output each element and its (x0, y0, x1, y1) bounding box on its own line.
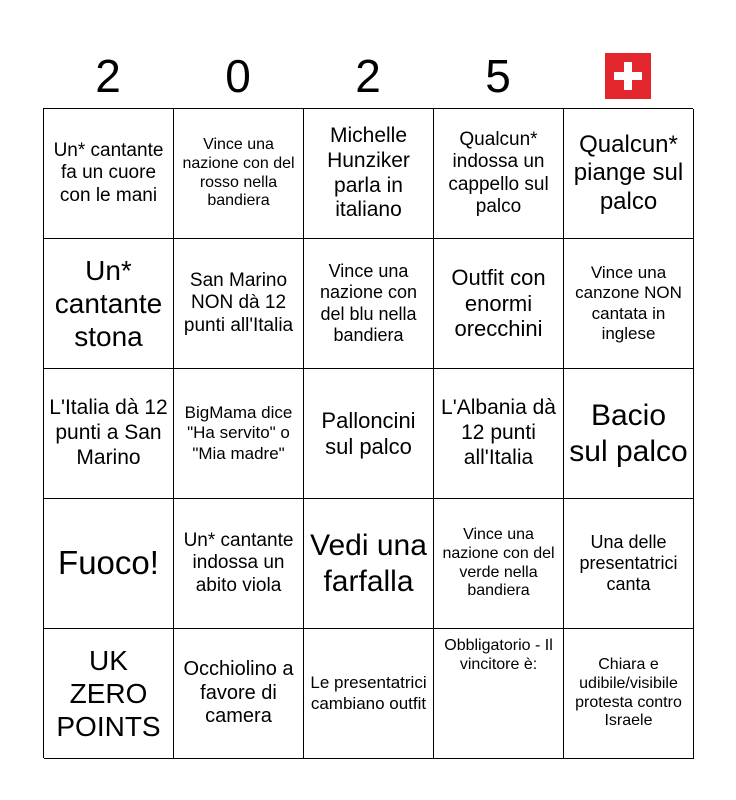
bingo-cell[interactable] (304, 239, 434, 369)
cell-text: L'Italia dà 12 punti a San Marino (49, 396, 168, 469)
bingo-cell[interactable] (304, 629, 434, 759)
cell-text: Vedi una farfalla (310, 529, 427, 598)
bingo-cell[interactable] (434, 109, 564, 239)
swiss-flag-icon (605, 53, 651, 99)
cell-text: Vince una nazione con del verde nella bandiera (442, 525, 555, 600)
header-digit: 2 (95, 50, 121, 102)
bingo-cell[interactable] (304, 499, 434, 629)
cell-text: Le presentatrici cambiano outfit (310, 673, 427, 713)
bingo-cell[interactable] (434, 629, 564, 759)
bingo-header (43, 46, 693, 106)
bingo-cell[interactable] (564, 499, 694, 629)
cell-text: Un* cantante fa un cuore con le mani (53, 139, 164, 206)
cell-text: L'Albania dà 12 punti all'Italia (441, 396, 556, 469)
cell-text: Una delle presentatrici canta (579, 531, 678, 595)
bingo-cell[interactable] (174, 629, 304, 759)
cell-text: Chiara e udibile/visibile protesta contro Israele (575, 655, 682, 730)
bingo-cell[interactable] (564, 109, 694, 239)
bingo-cell[interactable] (564, 369, 694, 499)
swiss-flag-container (563, 46, 693, 106)
bingo-cell[interactable] (174, 239, 304, 369)
bingo-cell[interactable] (44, 629, 174, 759)
bingo-cell[interactable] (44, 499, 174, 629)
cell-text: Bacio sul palco (569, 399, 688, 468)
bingo-cell[interactable] (304, 109, 434, 239)
bingo-cell[interactable] (434, 369, 564, 499)
bingo-cell[interactable] (44, 109, 174, 239)
bingo-cell[interactable] (44, 369, 174, 499)
cell-text: Michelle Hunziker parla in italiano (327, 123, 410, 222)
cell-text: Obbligatorio - Il vincitore è: (444, 637, 553, 673)
bingo-cell[interactable] (174, 109, 304, 239)
cell-text: Vince una nazione con del blu nella bandiera (319, 261, 418, 345)
bingo-cell[interactable] (564, 629, 694, 759)
cell-text: UK ZERO POINTS (56, 644, 161, 743)
bingo-cell[interactable] (434, 499, 564, 629)
header-digit: 2 (355, 50, 381, 102)
bingo-cell[interactable] (174, 499, 304, 629)
cell-text: Un* cantante stona (54, 254, 163, 353)
cell-text: Qualcun* indossa un cappello sul palco (448, 128, 549, 217)
header-digit: 5 (485, 50, 511, 102)
cell-text: Qualcun* piange sul palco (573, 131, 684, 215)
cell-text: Palloncini sul palco (321, 407, 416, 459)
cell-text: Vince una canzone NON cantata in inglese (575, 263, 682, 343)
bingo-cell[interactable] (174, 369, 304, 499)
cell-text: Occhiolino a favore di camera (183, 658, 294, 728)
cell-text: Un* cantante indossa un abito viola (183, 529, 294, 596)
header-digit: 0 (225, 50, 251, 102)
cell-text: BigMama dice "Ha servito" o "Mia madre" (184, 403, 293, 463)
cell-text: Fuoco! (58, 544, 159, 582)
bingo-cell[interactable] (304, 369, 434, 499)
cell-text: San Marino NON dà 12 punti all'Italia (183, 269, 294, 336)
bingo-cell[interactable] (564, 239, 694, 369)
cell-text: Vince una nazione con del rosso nella bandiera (182, 135, 295, 210)
bingo-grid (43, 108, 693, 758)
bingo-cell[interactable] (44, 239, 174, 369)
bingo-cell[interactable] (434, 239, 564, 369)
cell-text: Outfit con enormi orecchini (451, 264, 546, 342)
